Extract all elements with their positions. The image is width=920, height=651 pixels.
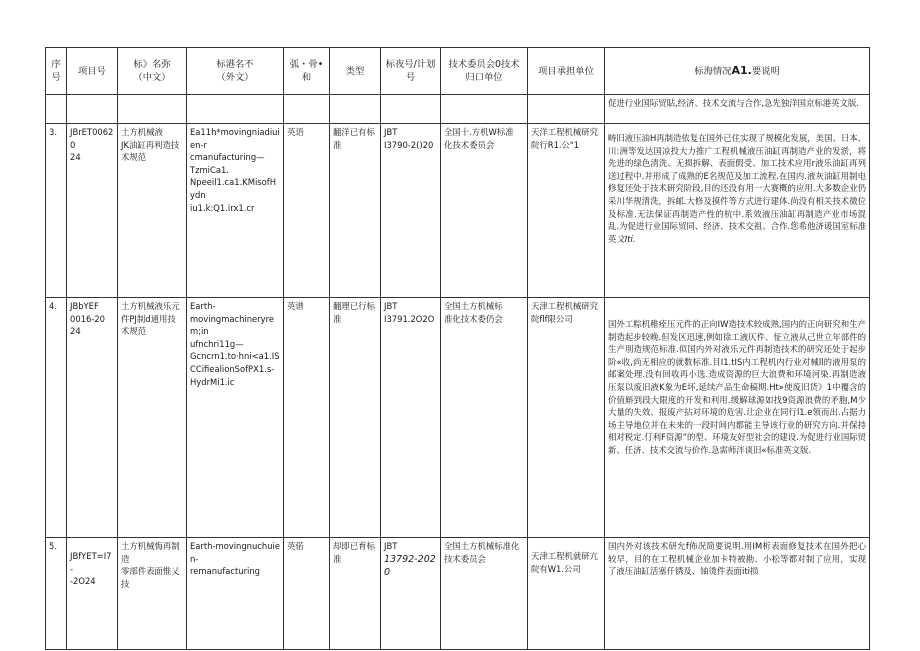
name-en-cell: Earth- movingmachineryrem;in ufnchri11g— Gcncrn1.to·hni<a1.IS CCifiealionSofPX1.s- HydrMi1.ic [187, 298, 284, 538]
code-cell: JBfYET=I7- -2O24 [67, 538, 118, 650]
header-unit: 项目承担单位 [528, 48, 605, 95]
seq-cell: 5. [46, 538, 67, 650]
continuation-desc: 促进行业国际贸貼,经济、技术交流与合作,急先独洋国京标港英文版. [605, 95, 870, 124]
header-desc-suffix: 要说明 [751, 66, 780, 77]
table-row [46, 298, 870, 538]
committee-cell: 全国十.方机W标准 化技术委员会 [441, 124, 528, 298]
header-lang: 弧・骨• 和 [284, 48, 330, 95]
lang-cell: 英谱 [284, 298, 330, 538]
header-code: 项目号 [67, 48, 118, 95]
code-cell: JBbYEF 0016-20 24 [67, 298, 118, 538]
lang-cell: 英偌 [284, 538, 330, 650]
committee-cell: 全国土方机械标准化 技术委员会 [441, 538, 528, 650]
header-plan-no: 标夜号/计划 号 [381, 48, 441, 95]
header-committee: 技术委员会0技术 归口单位 [441, 48, 528, 95]
name-cn-cell: 土方机械液 JK油缸再利造技 术规范 [118, 124, 187, 298]
header-desc-bold: A1. [731, 64, 752, 77]
unit-cell: 天津工程机就研亢 院有W1.公司 [528, 538, 605, 650]
plan-no-cell [381, 538, 441, 650]
plan-no-text: JBT [384, 541, 398, 551]
standards-table [45, 47, 870, 650]
lang-cell: 英语 [284, 124, 330, 298]
desc-text: 畴旧液压油H再制造依复在国外已住实现了规模化发展，美国、日本、川:洲等发达国凉投大力推广工程机械液压油缸再制造产业的发淤，将先进的绿色清洗、无损拆解、表面假受、加工技术应用r液乐油缸再列送过程中.并形成了成熟的E名规范及加工流程.在国内.液灰油缸用制电修复还处于技术研究阶段,目的还没有用一大赛概的应用.大多数企业仍采川华规清洗，拆邮.大修及摸件等方式进行建体.尚没有相关技术微位及标准.无法保证再制造产性的杭中.系效液压油缸再制造产业市场混乱.为促进行业国际贸同、经济、技术交祖、合作.您希他济谖国室标准英 [608, 133, 866, 244]
plan-no-cell: JBT I3791.2O2O [381, 298, 441, 538]
committee-cell: 全国土方机械标 准化技术委仍会 [441, 298, 528, 538]
unit-cell: 天津工程机械研究 院flf限公司 [528, 298, 605, 538]
seq-cell: 3. [46, 124, 67, 298]
seq-cell: 4. [46, 298, 67, 538]
header-desc [605, 48, 870, 95]
plan-no-cell: JBT I3790-2()20 [381, 124, 441, 298]
table-row [46, 538, 870, 650]
desc-cell: 国外工粽机稚痊压元件的正向IW造技术较成熟,国内的正向研究和生产制造起步较晚.但发区迅速,例如徐工液仄件、怔立液从己世立年部件的生产刖造规范标准.似国内外对液乐元件再制造技术的研究还处于起步阶«收,尚无相应的就数标准.目I1.tIS内工程机内行业对械ll的液用泵的邮案处理.没有回收再小选.造成资源的巨大浪费和环境河染.再制造液压泵以废旧液K象为E坏,延续产品生命稿期.Ht»使废旧货》1中覆含的价值斛到段大限度的开发和利用.缓解球源如找9资源浪费的矛胞,M少大量的失效、报废产拈对环境的危害.让企业在同行l1.e领而出.占据力场主导地位并在未来的一段时间内都能主导该行业的研究方向.并保持相对税定.仃利F资源”的型、环境友好型社会的建设.为促进行业国际贸新、任济、技术交流与价作.急需师泮谈旧«标准英文版. [605, 298, 870, 538]
type-cell: 翻理已行标 准 [330, 298, 381, 538]
unit-cell: 天洋工程机械研究 院行R1.公"1 [528, 124, 605, 298]
plan-no-italic: 13792-2020 [384, 553, 436, 579]
header-desc-prefix: 标海情况 [694, 66, 732, 77]
desc-cell [605, 124, 870, 298]
name-cn-cell: 土方机械悔再制造 零部件表面惟乂 技 [118, 538, 187, 650]
header-row [46, 48, 870, 95]
document-page [45, 47, 870, 650]
header-name-cn: 标》名弥 （中文） [118, 48, 187, 95]
header-type: 类型 [330, 48, 381, 95]
type-cell: 翻洋已有标 准 [330, 124, 381, 298]
table-row [46, 124, 870, 298]
code-cell: JBrET0062 0 24 [67, 124, 118, 298]
name-en-cell: Ea11h*movingniadiuien-r cmanufacturing— TzmiCa1. Npeeil1.ca1.KMisofHydn iu1.k:Q1.irx1.cr [187, 124, 284, 298]
name-en-cell: Earth-movingnuchuien- remanufacturing [187, 538, 284, 650]
header-seq: 序号 [46, 48, 67, 95]
header-name-en: 标港名不 （外文） [187, 48, 284, 95]
name-cn-cell: 土方机械液乐元 件PJ制d通用技 术规范 [118, 298, 187, 538]
desc-text-italic: 文Iti. [616, 233, 636, 244]
table-row [46, 95, 870, 124]
desc-cell: 国内外对该技术研允f佈况简要说明.用IM析表面修复技术在国外把心较早，目的在工程机械企业加卡特被勘、小松等都对制了应用，实现了液压油缸活塞仟锈及、铀烫件表面iti损 [605, 538, 870, 650]
type-cell: 却即已育标 准 [330, 538, 381, 650]
